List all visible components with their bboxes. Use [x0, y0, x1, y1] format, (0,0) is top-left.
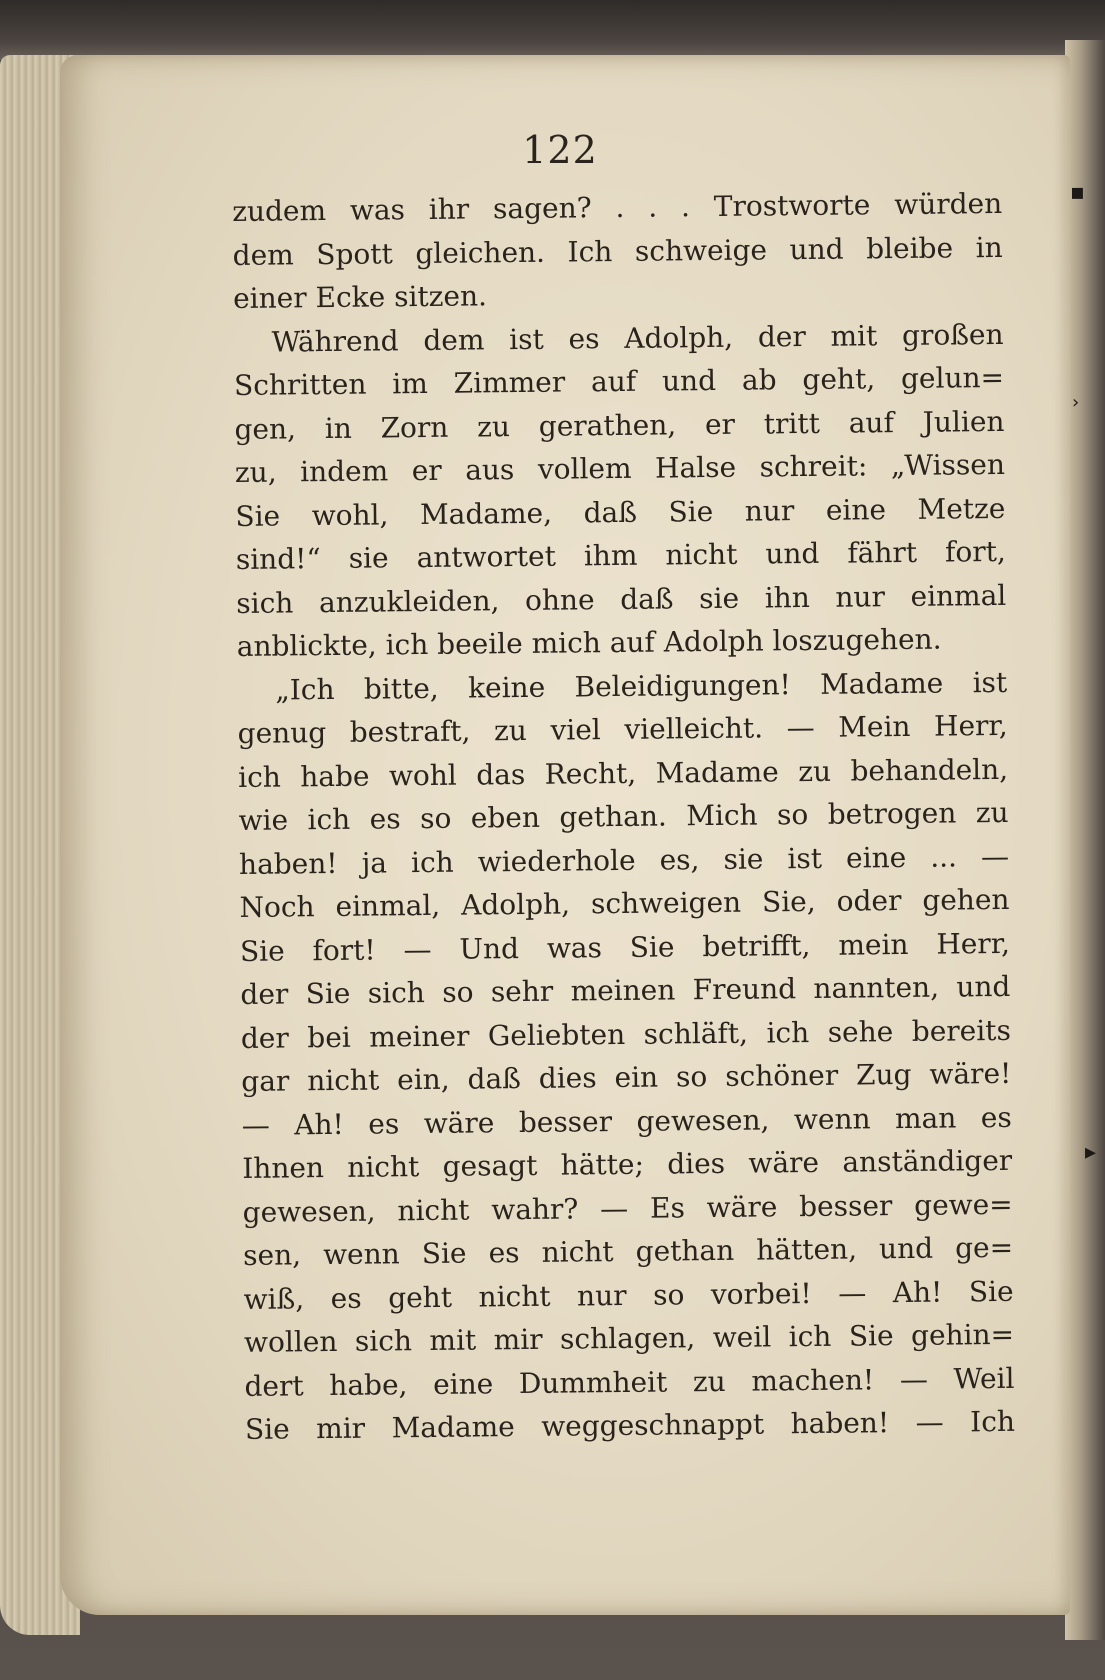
- text-line: sich anzukleiden, ohne daß sie ihn nur einmal: [236, 578, 1007, 620]
- text-line: dert habe, eine Dummheit zu machen! — Weil: [244, 1361, 1015, 1403]
- text-line: Sie fort! — Und was Sie betrifft, mein Herr,: [239, 926, 1011, 968]
- text-line: Schritten im Zimmer auf und ab geht, gelun=: [233, 360, 1005, 402]
- margin-mark: ▸: [1085, 1140, 1097, 1165]
- text-line: wollen sich mit mir schlagen, weil ich Sie gehin=: [243, 1317, 1015, 1359]
- book-cover-edge: [1065, 40, 1105, 1640]
- text-line: Sie wohl, Madame, daß Sie nur eine Metze: [235, 491, 1006, 533]
- text-line: zudem was ihr sagen? . . . Trostworte würden: [232, 186, 1003, 228]
- text-line: wiß, es geht nicht nur so vorbei! — Ah! Sie: [243, 1274, 1014, 1316]
- text-line: gen, in Zorn zu gerathen, er tritt auf Julien: [234, 404, 1005, 446]
- text-line: zu, indem er aus vollem Halse schreit: „Wissen: [234, 447, 1006, 489]
- text-line: ich habe wohl das Recht, Madame zu behandeln,: [237, 752, 1009, 794]
- text-line: dem Spott gleichen. Ich schweige und bleibe in: [232, 230, 1003, 272]
- text-line: Während dem ist es Adolph, der mit großen: [271, 317, 1004, 359]
- text-line: Ihnen nicht gesagt hätte; dies wäre anständiger: [242, 1143, 1013, 1185]
- text-line: der bei meiner Geliebten schläft, ich sehe bereits: [240, 1013, 1012, 1055]
- text-line: Sie mir Madame weggeschnappt haben! — Ich: [244, 1404, 1016, 1446]
- text-line: einer Ecke sitzen.: [232, 279, 488, 315]
- text-line: — Ah! es wäre besser gewesen, wenn man es: [241, 1100, 1012, 1142]
- text-line: anblickte, ich beeile mich auf Adolph loszugehen.: [236, 622, 942, 663]
- margin-mark: ▪: [1070, 180, 1085, 205]
- page-number: 122: [522, 128, 598, 172]
- text-line: der Sie sich so sehr meinen Freund nannten, und: [240, 969, 1011, 1011]
- text-line: gewesen, nicht wahr? — Es wäre besser gewe=: [242, 1187, 1013, 1229]
- text-line: „Ich bitte, keine Beleidigungen! Madame ist: [275, 665, 1008, 707]
- text-line: Noch einmal, Adolph, schweigen Sie, oder gehen: [239, 882, 1010, 924]
- book-cover-top: [0, 0, 1105, 60]
- text-line: haben! ja ich wiederhole es, sie ist eine ... —: [238, 839, 1010, 881]
- margin-mark: ›: [1072, 392, 1080, 413]
- text-line: sen, wenn Sie es nicht gethan hätten, und ge=: [242, 1230, 1014, 1272]
- text-line: sind!“ sie antwortet ihm nicht und fährt fort,: [235, 534, 1006, 576]
- page-text: [232, 182, 1015, 1451]
- text-line: wie ich es so eben gethan. Mich so betrogen zu: [238, 795, 1009, 837]
- text-line: gar nicht ein, daß dies ein so schöner Zug wäre!: [241, 1056, 1012, 1098]
- text-line: genug bestraft, zu viel vielleicht. — Mein Herr,: [237, 708, 1008, 750]
